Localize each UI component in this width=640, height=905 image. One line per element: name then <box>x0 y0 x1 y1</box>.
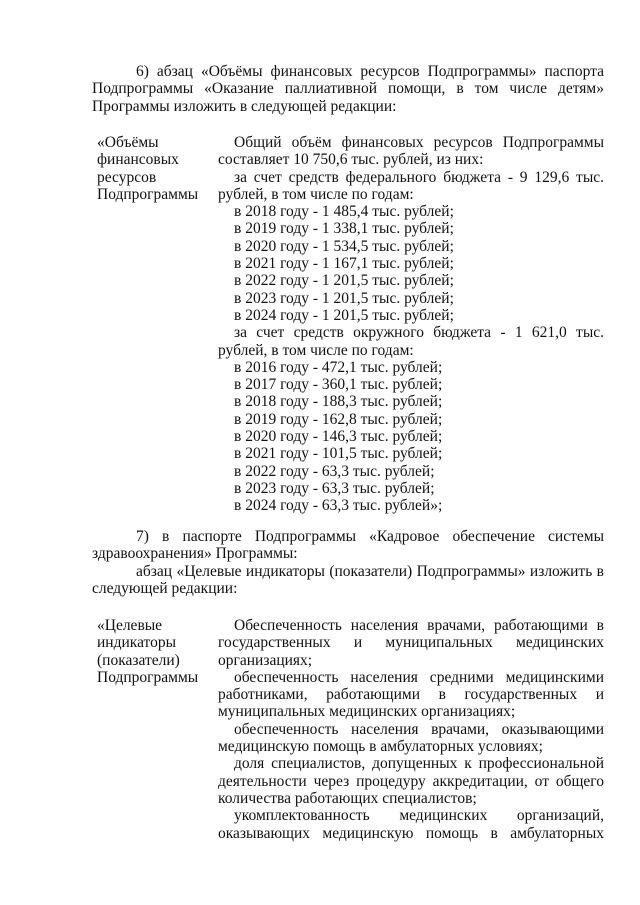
text-line: государственных и муниципальных медицинских <box>218 634 604 652</box>
text-line: в 2024 году - 63,3 тыс. рублей»; <box>234 497 443 515</box>
label-line: «Объёмы <box>97 134 159 151</box>
text-line: доля специалистов, допущенных к профессиональной <box>234 755 604 773</box>
text-line: в 2018 году - 1 485,4 тыс. рублей; <box>234 203 454 221</box>
label-line: индикаторы <box>97 634 177 652</box>
section-7-value <box>218 617 604 842</box>
text-line: в 2021 году - 101,5 тыс. рублей; <box>234 445 443 463</box>
section-6-label <box>97 134 207 203</box>
text-line: количества работающих специалистов; <box>218 789 477 807</box>
section-7-intro <box>92 528 604 597</box>
text-line: в 2017 году - 360,1 тыс. рублей; <box>234 376 443 394</box>
text-line: Подпрограммы «Оказание паллиативной помощи, в том числе детям» <box>92 80 604 98</box>
text-line: в 2024 году - 1 201,5 тыс. рублей; <box>234 306 454 324</box>
text-line: работниками, работающими в государственных и <box>218 686 604 704</box>
text-line: в 2021 году - 1 167,1 тыс. рублей; <box>234 255 454 273</box>
section-7-label <box>97 617 207 686</box>
label-line: Подпрограммы <box>97 668 199 686</box>
text-line: в 2016 году - 472,1 тыс. рублей; <box>234 358 443 376</box>
text-line: укомплектованность медицинских организаций, <box>234 807 604 825</box>
text-line: в 2020 году - 1 534,5 тыс. рублей; <box>234 237 454 255</box>
text-line: 6) абзац «Объёмы финансовых ресурсов Подпрограммы» паспорта <box>136 63 604 80</box>
text-line: организациях; <box>218 651 313 669</box>
text-line: в 2019 году - 162,8 тыс. рублей; <box>234 410 443 428</box>
text-line: муниципальных медицинских организациях; <box>218 703 516 721</box>
label-line: Подпрограммы <box>97 185 199 203</box>
text-line: за счет средств федерального бюджета - 9 129,6 тыс. <box>234 168 604 186</box>
text-line: в 2020 году - 146,3 тыс. рублей; <box>234 428 443 446</box>
text-line: обеспеченность населения средними медицинскими <box>234 668 604 686</box>
text-line: за счет средств окружного бюджета - 1 621,0 тыс. <box>234 324 604 342</box>
section-6-intro <box>92 63 604 115</box>
text-line: 7) в паспорте Подпрограммы «Кадровое обеспечение системы <box>136 528 604 545</box>
text-line: в 2018 году - 188,3 тыс. рублей; <box>234 393 443 411</box>
text-line: деятельности через процедуру аккредитации, от общего <box>218 772 604 790</box>
text-line: рублей, в том числе по годам: <box>218 341 414 359</box>
label-line: финансовых <box>97 151 179 169</box>
text-line: здравоохранения» Программы: <box>92 545 298 563</box>
text-line: оказывающих медицинскую помощь в амбулаторных <box>218 824 604 842</box>
label-line: (показатели) <box>97 651 180 669</box>
label-line: «Целевые <box>97 617 163 634</box>
text-line: Общий объём финансовых ресурсов Подпрограммы <box>234 134 604 151</box>
text-line: в 2019 году - 1 338,1 тыс. рублей; <box>234 220 454 238</box>
text-line: Обеспеченность населения врачами, работающими в <box>234 617 604 634</box>
text-line: в 2023 году - 63,3 тыс. рублей; <box>234 479 435 497</box>
label-line: ресурсов <box>97 168 157 186</box>
text-line: в 2023 году - 1 201,5 тыс. рублей; <box>234 289 454 307</box>
text-line: абзац «Целевые индикаторы (показатели) Подпрограммы» изложить в <box>136 562 604 580</box>
text-line: обеспеченность населения врачами, оказывающими <box>234 720 604 738</box>
text-line: медицинскую помощь в амбулаторных условиях; <box>218 738 543 756</box>
text-line: в 2022 году - 1 201,5 тыс. рублей; <box>234 272 454 290</box>
section-6-value <box>218 134 604 515</box>
text-line: рублей, в том числе по годам: <box>218 185 414 203</box>
text-line: Программы изложить в следующей редакции: <box>92 97 397 115</box>
text-line: следующей редакции: <box>92 579 238 597</box>
text-line: составляет 10 750,6 тыс. рублей, из них: <box>218 151 484 169</box>
text-line: в 2022 году - 63,3 тыс. рублей; <box>234 462 435 480</box>
